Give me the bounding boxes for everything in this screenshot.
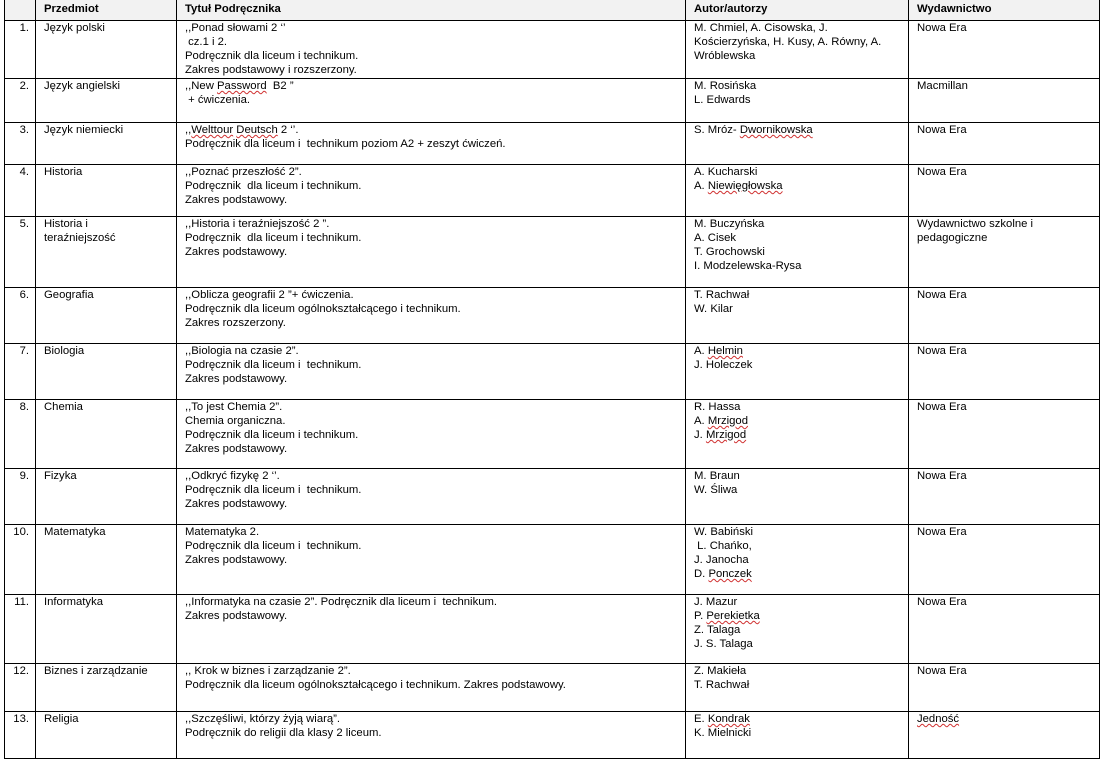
authors-cell <box>686 165 909 217</box>
title-cell <box>177 21 686 79</box>
table-row <box>5 712 1100 759</box>
authors-cell <box>686 79 909 123</box>
subject-line: Historia i <box>44 218 88 230</box>
publisher-cell <box>909 525 1100 595</box>
title-line: Zakres podstawowy i rozszerzony. <box>185 64 357 76</box>
publisher-cell <box>909 469 1100 525</box>
authors-line: K. Mielnicki <box>694 727 752 739</box>
subject-line: Język angielski <box>44 80 120 92</box>
title-line: Zakres podstawowy. <box>185 498 288 510</box>
title-line: ,,Szczęśliwi, którzy żyją wiarą”. <box>185 713 341 725</box>
authors-line: Kościerzyńska, H. Kusy, A. Równy, A. <box>694 36 882 48</box>
title-line: ,,Ponad słowami 2 ‘’ <box>185 22 286 34</box>
title-line: cz.1 i 2. <box>185 36 228 48</box>
row-number: 5. <box>5 217 36 288</box>
authors-cell <box>686 21 909 79</box>
title-line: Podręcznik dla liceum ogólnokształcącego i technikum. <box>185 303 461 315</box>
authors-line: J. Mrzigod <box>694 429 747 441</box>
title-line: Zakres podstawowy. <box>185 443 288 455</box>
authors-cell <box>686 664 909 712</box>
subject-cell <box>36 165 177 217</box>
authors-cell <box>686 217 909 288</box>
authors-line: M. Chmiel, A. Cisowska, J. <box>694 22 828 34</box>
table-row <box>5 21 1100 79</box>
table-row <box>5 217 1100 288</box>
subject-line: Język niemiecki <box>44 124 124 136</box>
authors-line: Wróblewska <box>694 50 756 62</box>
title-line: Chemia organiczna. <box>185 415 286 427</box>
title-line: Zakres podstawowy. <box>185 246 288 258</box>
subject-line: teraźniejszość <box>44 232 116 244</box>
subject-cell <box>36 525 177 595</box>
subject-line: Biologia <box>44 345 85 357</box>
publisher-line: Nowa Era <box>917 401 967 413</box>
subject-cell <box>36 712 177 759</box>
title-line: Podręcznik do religii dla klasy 2 liceum. <box>185 727 382 739</box>
subject-cell <box>36 217 177 288</box>
header-publisher: Wydawnictwo <box>909 0 1100 21</box>
row-number: 12. <box>5 664 36 712</box>
authors-line: M. Buczyńska <box>694 218 765 230</box>
publisher-cell <box>909 217 1100 288</box>
authors-line: L. Edwards <box>694 94 751 106</box>
header-title: Tytuł Podręcznika <box>177 0 686 21</box>
table-body <box>5 21 1100 759</box>
authors-line: J. Mazur <box>694 596 738 608</box>
authors-line: T. Grochowski <box>694 246 765 258</box>
title-line: Zakres podstawowy. <box>185 373 288 385</box>
authors-line: Z. Talaga <box>694 624 741 636</box>
authors-line: M. Braun <box>694 470 740 482</box>
publisher-cell <box>909 344 1100 400</box>
table-row <box>5 288 1100 344</box>
authors-line: A. Mrzigod <box>694 415 748 427</box>
authors-line: R. Hassa <box>694 401 741 413</box>
subject-line: Historia <box>44 166 83 178</box>
authors-line: A. Helmin <box>694 345 743 357</box>
authors-line: L. Chańko, <box>694 540 752 552</box>
publisher-cell <box>909 21 1100 79</box>
subject-line: Religia <box>44 713 79 725</box>
table-row <box>5 664 1100 712</box>
publisher-line: pedagogiczne <box>917 232 988 244</box>
title-line: ,,Historia i teraźniejszość 2 ”. <box>185 218 330 230</box>
table-row <box>5 123 1100 165</box>
authors-line: E. Kondrak <box>694 713 750 725</box>
subject-cell <box>36 79 177 123</box>
title-line: ,,Biologia na czasie 2”. <box>185 345 299 357</box>
row-number: 3. <box>5 123 36 165</box>
table-row <box>5 400 1100 469</box>
authors-line: W. Babiński <box>694 526 754 538</box>
row-number: 1. <box>5 21 36 79</box>
title-line: Podręcznik dla liceum i technikum. <box>185 540 362 552</box>
title-cell <box>177 288 686 344</box>
title-cell <box>177 123 686 165</box>
authors-cell <box>686 469 909 525</box>
authors-cell <box>686 525 909 595</box>
publisher-line: Nowa Era <box>917 124 967 136</box>
publisher-cell <box>909 664 1100 712</box>
title-line: ,,New Password B2 ” <box>185 80 294 92</box>
publisher-cell <box>909 712 1100 759</box>
row-number: 4. <box>5 165 36 217</box>
subject-cell <box>36 123 177 165</box>
table-row <box>5 344 1100 400</box>
title-line: Matematyka 2. <box>185 526 260 538</box>
subject-cell <box>36 469 177 525</box>
publisher-line: Nowa Era <box>917 289 967 301</box>
authors-line: J. Holeczek <box>694 359 753 371</box>
title-line: Zakres rozszerzony. <box>185 317 286 329</box>
authors-line: A. Kucharski <box>694 166 758 178</box>
publisher-cell <box>909 123 1100 165</box>
authors-line: S. Mróz- Dwornikowska <box>694 124 813 136</box>
title-cell <box>177 400 686 469</box>
row-number: 10. <box>5 525 36 595</box>
title-line: + ćwiczenia. <box>185 94 250 106</box>
title-line: Podręcznik dla liceum i technikum. <box>185 50 359 62</box>
publisher-line: Wydawnictwo szkolne i <box>917 218 1034 230</box>
title-line: Podręcznik dla liceum i technikum. <box>185 484 362 496</box>
authors-line: A. Niewięgłowska <box>694 180 783 192</box>
subject-line: Chemia <box>44 401 83 413</box>
title-line: ,,Odkryć fizykę 2 ‘’. <box>185 470 280 482</box>
header-row <box>5 0 1100 21</box>
publisher-line: Nowa Era <box>917 22 967 34</box>
publisher-cell <box>909 400 1100 469</box>
title-line: Podręcznik dla liceum i technikum. <box>185 180 362 192</box>
publisher-line: Nowa Era <box>917 596 967 608</box>
title-line: ,,Oblicza geografii 2 ”+ ćwiczenia. <box>185 289 354 301</box>
authors-line: T. Rachwał <box>694 679 750 691</box>
authors-cell <box>686 288 909 344</box>
table-row <box>5 165 1100 217</box>
authors-line: A. Cisek <box>694 232 737 244</box>
authors-cell <box>686 595 909 664</box>
subject-cell <box>36 344 177 400</box>
title-line: Podręcznik dla liceum i technikum. <box>185 429 359 441</box>
table-row <box>5 525 1100 595</box>
title-cell <box>177 469 686 525</box>
header-num <box>5 0 36 21</box>
title-line: Podręcznik dla liceum ogólnokształcącego i technikum. Zakres podstawowy. <box>185 679 566 691</box>
publisher-cell <box>909 79 1100 123</box>
title-line: Zakres podstawowy. <box>185 610 288 622</box>
subject-line: Język polski <box>44 22 105 34</box>
title-line: ,,Poznać przeszłość 2”. <box>185 166 302 178</box>
row-number: 2. <box>5 79 36 123</box>
title-cell <box>177 712 686 759</box>
authors-line: W. Śliwa <box>694 484 738 496</box>
publisher-line: Nowa Era <box>917 470 967 482</box>
authors-line: D. Ponczek <box>694 568 752 580</box>
subject-cell <box>36 400 177 469</box>
authors-line: P. Perekietka <box>694 610 760 622</box>
title-cell <box>177 165 686 217</box>
authors-line: T. Rachwał <box>694 289 750 301</box>
subject-line: Biznes i zarządzanie <box>44 665 148 677</box>
title-cell <box>177 664 686 712</box>
title-line: ,,Informatyka na czasie 2”. Podręcznik dla liceum i technikum. <box>185 596 498 608</box>
subject-cell <box>36 288 177 344</box>
authors-cell <box>686 400 909 469</box>
textbook-table <box>4 0 1100 759</box>
authors-line: J. S. Talaga <box>694 638 753 650</box>
subject-line: Geografia <box>44 289 94 301</box>
table-row <box>5 79 1100 123</box>
row-number: 13. <box>5 712 36 759</box>
authors-line: J. Janocha <box>694 554 749 566</box>
title-line: ,,Welttour Deutsch 2 ‘’. <box>185 124 299 136</box>
publisher-cell <box>909 595 1100 664</box>
row-number: 6. <box>5 288 36 344</box>
title-cell <box>177 525 686 595</box>
publisher-line: Nowa Era <box>917 665 967 677</box>
row-number: 8. <box>5 400 36 469</box>
row-number: 9. <box>5 469 36 525</box>
subject-cell <box>36 664 177 712</box>
title-cell <box>177 344 686 400</box>
publisher-line: Macmillan <box>917 80 968 92</box>
title-line: Podręcznik dla liceum i technikum. <box>185 359 362 371</box>
title-cell <box>177 595 686 664</box>
publisher-cell <box>909 288 1100 344</box>
subject-line: Fizyka <box>44 470 77 482</box>
row-number: 11. <box>5 595 36 664</box>
subject-cell <box>36 21 177 79</box>
authors-cell <box>686 712 909 759</box>
title-cell <box>177 79 686 123</box>
header-authors: Autor/autorzy <box>686 0 909 21</box>
row-number: 7. <box>5 344 36 400</box>
subject-cell <box>36 595 177 664</box>
publisher-line: Nowa Era <box>917 166 967 178</box>
table-row <box>5 595 1100 664</box>
authors-line: I. Modzelewska-Rysa <box>694 260 802 272</box>
title-line: Zakres podstawowy. <box>185 554 288 566</box>
title-cell <box>177 217 686 288</box>
title-line: Zakres podstawowy. <box>185 194 288 206</box>
authors-line: Z. Makieła <box>694 665 747 677</box>
authors-cell <box>686 123 909 165</box>
authors-line: M. Rosińska <box>694 80 757 92</box>
publisher-line: Nowa Era <box>917 526 967 538</box>
title-line: ,,To jest Chemia 2”. <box>185 401 283 413</box>
publisher-line: Nowa Era <box>917 345 967 357</box>
authors-line: W. Kilar <box>694 303 733 315</box>
table-row <box>5 469 1100 525</box>
header-subject: Przedmiot <box>36 0 177 21</box>
subject-line: Informatyka <box>44 596 104 608</box>
publisher-cell <box>909 165 1100 217</box>
authors-cell <box>686 344 909 400</box>
publisher-line: Jedność <box>917 713 960 725</box>
subject-line: Matematyka <box>44 526 106 538</box>
title-line: Podręcznik dla liceum i technikum poziom A2 + zeszyt ćwiczeń. <box>185 138 506 150</box>
title-line: Podręcznik dla liceum i technikum. <box>185 232 362 244</box>
title-line: ,, Krok w biznes i zarządzanie 2”. <box>185 665 351 677</box>
